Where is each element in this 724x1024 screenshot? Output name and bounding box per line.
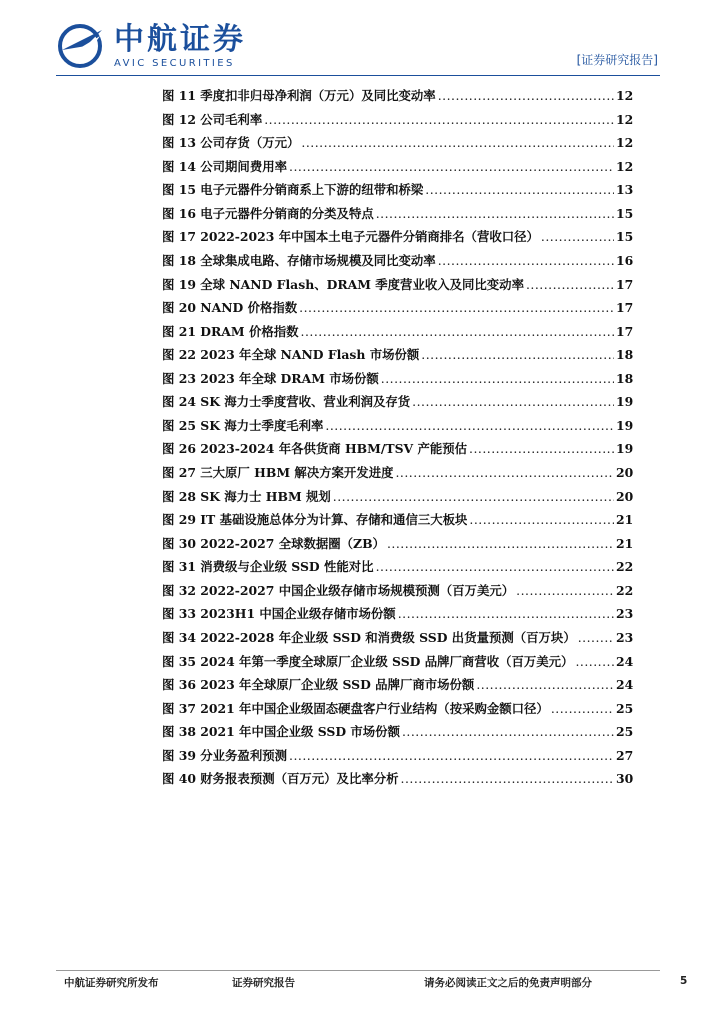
toc-entry-page: 30: [616, 771, 634, 787]
toc-entry[interactable]: [162, 439, 632, 463]
toc-entry-title: 图 31 消费级与企业级 SSD 性能对比: [162, 559, 374, 575]
toc-entry[interactable]: [162, 180, 632, 204]
figure-list: [162, 86, 632, 793]
toc-entry-page: 19: [616, 417, 634, 433]
toc-entry-title: 图 20 NAND 价格指数: [162, 300, 298, 316]
toc-entry[interactable]: [162, 251, 632, 275]
brand-name-en: AVIC SECURITIES: [114, 58, 235, 69]
toc-entry[interactable]: [162, 557, 632, 581]
brand-name-cn: 中航证券: [114, 22, 246, 57]
toc-entry-title: 图 15 电子元器件分销商系上下游的纽带和桥梁: [162, 182, 424, 198]
toc-leader-dots: [264, 112, 614, 127]
toc-entry[interactable]: [162, 604, 632, 628]
toc-leader-dots: [376, 559, 614, 574]
toc-leader-dots: [299, 300, 614, 315]
toc-entry-title: 图 30 2022-2027 全球数据圈（ZB）: [162, 535, 385, 551]
toc-entry-title: 图 39 分业务盈利预测: [162, 747, 287, 763]
toc-entry-title: 图 22 2023 年全球 NAND Flash 市场份额: [162, 347, 420, 363]
toc-entry-page: 27: [616, 747, 634, 763]
footer-doc-type: 证券研究报告: [232, 977, 295, 989]
toc-entry[interactable]: [162, 133, 632, 157]
toc-leader-dots: [401, 771, 614, 786]
report-type-tag: [证券研究报告]: [576, 53, 658, 67]
toc-leader-dots: [541, 229, 614, 244]
toc-entry[interactable]: [162, 322, 632, 346]
toc-entry[interactable]: [162, 581, 632, 605]
toc-entry[interactable]: [162, 769, 632, 793]
toc-entry-page: 19: [616, 441, 634, 457]
toc-entry[interactable]: [162, 746, 632, 770]
toc-entry-page: 24: [616, 653, 634, 669]
toc-entry[interactable]: [162, 675, 632, 699]
toc-entry-title: 图 16 电子元器件分销商的分类及特点: [162, 205, 374, 221]
toc-entry[interactable]: [162, 534, 632, 558]
avic-logo: [56, 20, 256, 70]
toc-leader-dots: [526, 277, 614, 292]
toc-entry-title: 图 12 公司毛利率: [162, 111, 263, 127]
toc-entry-title: 图 23 2023 年全球 DRAM 市场份额: [162, 370, 379, 386]
toc-entry[interactable]: [162, 227, 632, 251]
toc-leader-dots: [425, 182, 614, 197]
toc-leader-dots: [402, 724, 614, 739]
toc-entry-page: 22: [616, 559, 634, 575]
page-header: [0, 0, 724, 80]
toc-entry-page: 23: [616, 629, 634, 645]
toc-leader-dots: [476, 677, 614, 692]
footer-disclaimer: 请务必阅读正文之后的免责声明部分: [424, 977, 592, 989]
toc-entry[interactable]: [162, 416, 632, 440]
toc-entry[interactable]: [162, 275, 632, 299]
toc-entry-title: 图 14 公司期间费用率: [162, 158, 287, 174]
toc-leader-dots: [289, 748, 614, 763]
toc-entry-page: 12: [616, 158, 634, 174]
toc-leader-dots: [412, 394, 614, 409]
footer-divider: [56, 970, 660, 971]
toc-entry-title: 图 26 2023-2024 年各供货商 HBM/TSV 产能预估: [162, 441, 468, 457]
toc-leader-dots: [469, 512, 614, 527]
toc-entry[interactable]: [162, 157, 632, 181]
toc-entry[interactable]: [162, 369, 632, 393]
toc-leader-dots: [551, 701, 614, 716]
toc-entry-title: 图 21 DRAM 价格指数: [162, 323, 299, 339]
toc-entry[interactable]: [162, 628, 632, 652]
toc-leader-dots: [333, 489, 614, 504]
toc-leader-dots: [395, 465, 614, 480]
toc-entry-page: 15: [616, 229, 634, 245]
toc-entry-title: 图 24 SK 海力士季度营收、营业利润及存货: [162, 394, 411, 410]
toc-entry-page: 18: [616, 370, 634, 386]
toc-entry[interactable]: [162, 487, 632, 511]
toc-leader-dots: [421, 347, 614, 362]
toc-leader-dots: [469, 441, 614, 456]
toc-entry-title: 图 18 全球集成电路、存储市场规模及同比变动率: [162, 252, 436, 268]
toc-entry[interactable]: [162, 722, 632, 746]
toc-entry-title: 图 33 2023H1 中国企业级存储市场份额: [162, 606, 396, 622]
toc-entry[interactable]: [162, 86, 632, 110]
toc-leader-dots: [516, 583, 614, 598]
toc-entry-title: 图 11 季度扣非归母净利润（万元）及同比变动率: [162, 88, 436, 103]
toc-entry[interactable]: [162, 699, 632, 723]
toc-leader-dots: [381, 371, 614, 386]
toc-entry-title: 图 28 SK 海力士 HBM 规划: [162, 488, 331, 504]
toc-entry-page: 12: [616, 135, 634, 151]
toc-entry[interactable]: [162, 298, 632, 322]
toc-entry-page: 17: [616, 276, 634, 292]
toc-leader-dots: [578, 630, 614, 645]
header-divider: [56, 75, 660, 76]
toc-entry-title: 图 37 2021 年中国企业级固态硬盘客户行业结构（按采购金额口径）: [162, 700, 549, 716]
toc-leader-dots: [301, 324, 614, 339]
toc-entry-page: 20: [616, 465, 634, 480]
toc-leader-dots: [301, 135, 614, 150]
toc-leader-dots: [398, 606, 614, 621]
toc-entry[interactable]: [162, 510, 632, 534]
toc-entry-page: 12: [616, 111, 634, 127]
toc-entry-page: 24: [616, 677, 634, 693]
avic-logo-icon: [56, 20, 108, 68]
toc-entry-title: 图 32 2022-2027 中国企业级存储市场规模预测（百万美元）: [162, 582, 515, 598]
toc-entry-title: 图 38 2021 年中国企业级 SSD 市场份额: [162, 724, 400, 740]
toc-entry-title: 图 19 全球 NAND Flash、DRAM 季度营业收入及同比变动率: [162, 276, 524, 292]
toc-entry-page: 12: [616, 88, 634, 103]
toc-entry[interactable]: [162, 463, 632, 487]
toc-entry[interactable]: [162, 345, 632, 369]
toc-entry-page: 15: [616, 205, 634, 221]
toc-entry-title: 图 27 三大原厂 HBM 解决方案开发进度: [162, 465, 394, 480]
toc-entry[interactable]: [162, 110, 632, 134]
toc-entry-page: 16: [616, 252, 634, 268]
toc-entry-title: 图 34 2022-2028 年企业级 SSD 和消费级 SSD 出货量预测（百万块）: [162, 629, 576, 645]
toc-leader-dots: [289, 159, 614, 174]
toc-entry-title: 图 40 财务报表预测（百万元）及比率分析: [162, 771, 399, 787]
toc-entry-title: 图 25 SK 海力士季度毛利率: [162, 417, 324, 433]
toc-entry-title: 图 35 2024 年第一季度全球原厂企业级 SSD 品牌厂商营收（百万美元）: [162, 653, 574, 669]
toc-entry-page: 21: [616, 512, 634, 528]
toc-entry-title: 图 13 公司存货（万元）: [162, 135, 300, 151]
toc-leader-dots: [325, 418, 614, 433]
toc-entry-page: 22: [616, 582, 634, 598]
toc-leader-dots: [376, 206, 614, 221]
toc-entry-page: 19: [616, 394, 634, 410]
toc-entry-page: 21: [616, 535, 634, 551]
toc-entry[interactable]: [162, 204, 632, 228]
toc-entry-title: 图 17 2022-2023 年中国本土电子元器件分销商排名（营收口径）: [162, 229, 539, 245]
toc-entry-page: 23: [616, 606, 634, 622]
toc-leader-dots: [438, 253, 614, 268]
toc-leader-dots: [387, 536, 614, 551]
toc-entry-page: 13: [616, 182, 634, 198]
toc-entry-page: 18: [616, 347, 634, 363]
toc-leader-dots: [575, 654, 614, 669]
toc-leader-dots: [438, 88, 614, 103]
toc-entry-page: 17: [616, 323, 634, 339]
toc-entry-page: 17: [616, 300, 634, 316]
toc-entry-page: 20: [616, 488, 634, 504]
toc-entry-page: 25: [616, 700, 634, 716]
toc-entry[interactable]: [162, 392, 632, 416]
toc-entry-title: 图 29 IT 基础设施总体分为计算、存储和通信三大板块: [162, 512, 468, 528]
toc-entry-title: 图 36 2023 年全球原厂企业级 SSD 品牌厂商市场份额: [162, 677, 475, 693]
toc-entry[interactable]: [162, 652, 632, 676]
footer-publisher: 中航证券研究所发布: [64, 977, 159, 989]
page-number: 5: [680, 975, 688, 987]
toc-entry-page: 25: [616, 724, 634, 740]
